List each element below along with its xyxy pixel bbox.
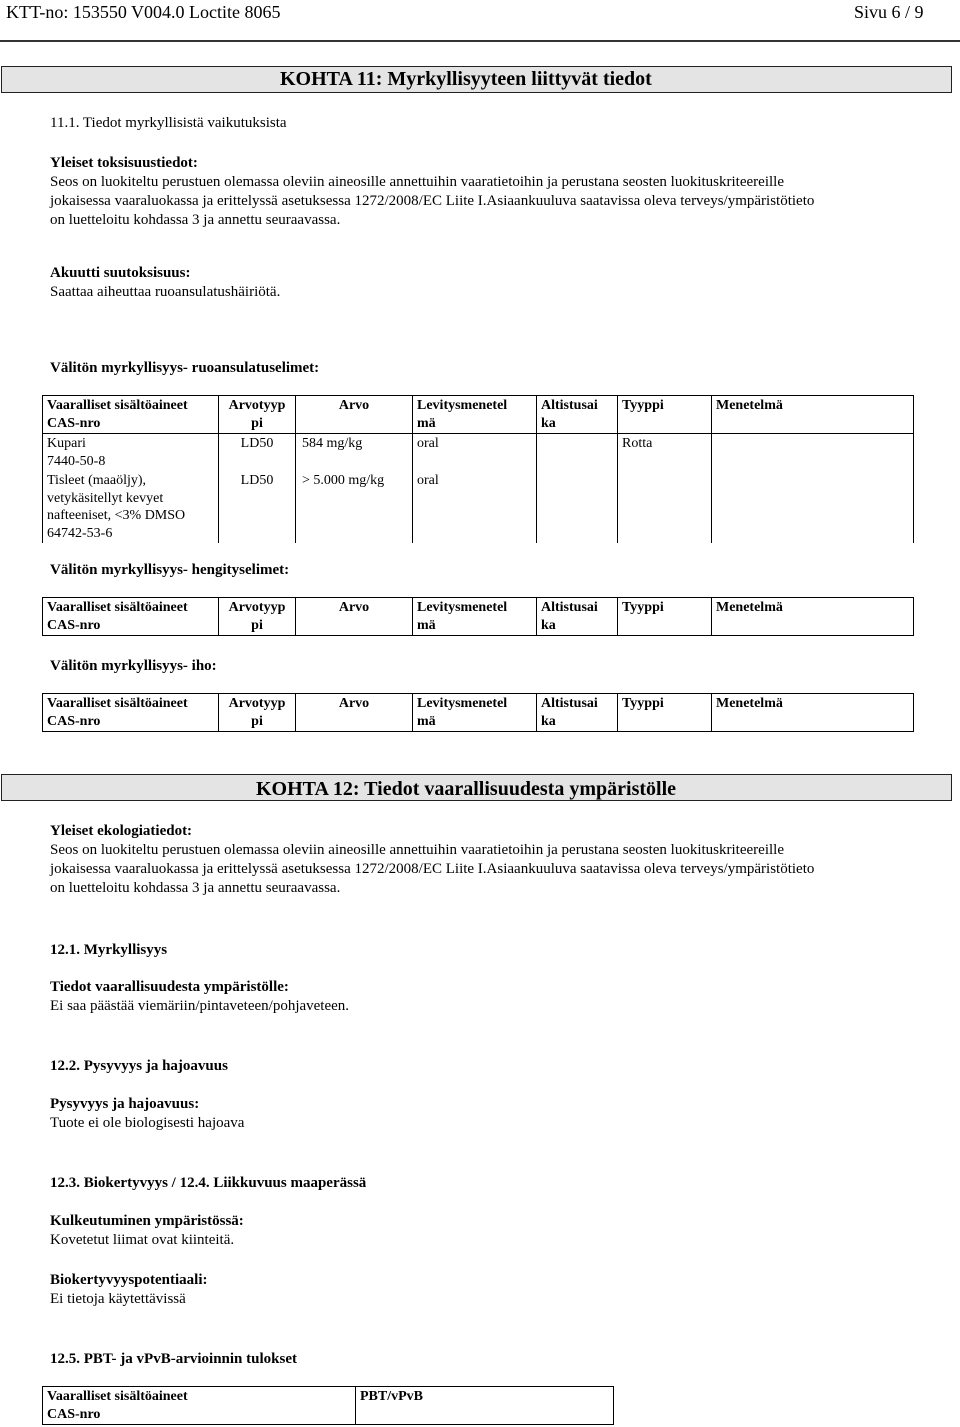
header-value-type-cont: pi — [251, 713, 263, 729]
general-ecology-heading: Yleiset ekologiatiedot: — [50, 823, 193, 839]
header-method: Menetelmä — [716, 600, 783, 615]
header-value-type: Arvotyyp — [228, 600, 286, 615]
cell-method — [712, 471, 914, 543]
environment-text: Ei saa päästää viemäriin/pintaveteen/pohjaveteen. — [50, 998, 350, 1014]
cell-value-type: LD50 — [219, 471, 296, 543]
header-route: Levitysmenetel — [417, 600, 508, 615]
table-row — [43, 434, 914, 472]
inhalation-toxicity-heading: Välitön myrkyllisyys- hengityselimet: — [50, 562, 290, 578]
pbt-table — [42, 1386, 614, 1425]
cell-value: > 5.000 mg/kg — [296, 471, 413, 543]
section-11-title: KOHTA 11: Myrkyllisyyteen liittyvät tiedot — [280, 68, 652, 90]
cell-substance-cont: nafteeniset, <3% DMSO — [47, 508, 186, 523]
subsection-12-1: 12.1. Myrkyllisyys — [50, 942, 168, 958]
header-value-type-cont: pi — [251, 617, 263, 633]
cell-value-type: LD50 — [219, 434, 296, 472]
header-substance: Vaaralliset sisältöaineet — [47, 696, 188, 711]
text-line: jokaisessa vaaraluokassa ja erittelyssä asetuksessa 1272/2008/EC Liite I.Asiaankuuluva saatavissa oleva terveys/ympäristötieto — [50, 193, 815, 209]
cell-method — [712, 434, 914, 472]
cell-substance: Kupari — [47, 436, 86, 451]
table-header-row — [43, 1387, 614, 1425]
header-route-cont: mä — [417, 617, 436, 633]
header-cas: CAS-nro — [47, 713, 101, 729]
section-12-title-bar — [1, 774, 952, 801]
bioaccumulation-heading: Biokertyvyyspotentiaali: — [50, 1272, 208, 1288]
cell-route: oral — [413, 471, 537, 543]
section-11-title-bar — [1, 66, 952, 93]
cell-exposure — [537, 434, 618, 472]
header-value: Arvo — [338, 398, 370, 413]
environment-heading: Tiedot vaarallisuudesta ympäristölle: — [50, 979, 289, 995]
header-cas: CAS-nro — [47, 1406, 101, 1422]
header-value: Arvo — [338, 696, 370, 711]
header-pbt: PBT/vPvB — [360, 1389, 424, 1404]
table-row — [43, 471, 914, 543]
header-route: Levitysmenetel — [417, 398, 508, 413]
header-exposure: Altistusai — [541, 398, 598, 413]
cell-species — [618, 471, 712, 543]
header-route-cont: mä — [417, 713, 436, 729]
acute-oral-text: Saattaa aiheuttaa ruoansulatushäiriötä. — [50, 284, 281, 300]
cell-value: 584 mg/kg — [296, 434, 413, 472]
header-method: Menetelmä — [716, 696, 783, 711]
header-cas: CAS-nro — [47, 415, 101, 431]
document-id: KTT-no: 153550 V004.0 Loctite 8065 — [6, 2, 281, 22]
cell-route: oral — [413, 434, 537, 472]
table-header-row — [43, 598, 914, 636]
header-rule — [0, 40, 960, 42]
subsection-12-3: 12.3. Biokertyvyys / 12.4. Liikkuvuus maaperässä — [50, 1175, 367, 1191]
text-line: on luetteloitu kohdassa 3 ja annettu seuraavassa. — [50, 212, 341, 228]
general-toxicity-heading: Yleiset toksisuustiedot: — [50, 155, 198, 171]
header-substance: Vaaralliset sisältöaineet — [47, 600, 188, 615]
page-number: Sivu 6 / 9 — [854, 2, 924, 22]
text-line: Seos on luokiteltu perustuen olemassa oleviin aineosille annettuihin vaaratietoihin ja perustana seosten luokituskriteereille — [50, 174, 784, 190]
table-header-row — [43, 396, 914, 434]
header-substance: Vaaralliset sisältöaineet — [47, 1389, 188, 1404]
header-method: Menetelmä — [716, 398, 783, 413]
header-substance: Vaaralliset sisältöaineet — [47, 398, 188, 413]
inhalation-toxicity-table — [42, 597, 914, 636]
header-route-cont: mä — [417, 415, 436, 431]
cell-substance-cont: vetykäsitellyt kevyet — [47, 490, 164, 506]
cell-species: Rotta — [618, 434, 712, 472]
acute-oral-heading: Akuutti suutoksisuus: — [50, 265, 191, 281]
header-route: Levitysmenetel — [417, 696, 508, 711]
header-value-type: Arvotyyp — [228, 696, 286, 711]
general-toxicity-text — [50, 173, 950, 230]
header-exposure: Altistusai — [541, 696, 598, 711]
cell-exposure — [537, 471, 618, 543]
header-cas: CAS-nro — [47, 617, 101, 633]
bioaccumulation-text: Ei tietoja käytettävissä — [50, 1291, 186, 1307]
text-line: jokaisessa vaaraluokassa ja erittelyssä asetuksessa 1272/2008/EC Liite I.Asiaankuuluva saatavissa oleva terveys/ympäristötieto — [50, 861, 815, 877]
mobility-heading: Kulkeutuminen ympäristössä: — [50, 1213, 244, 1229]
subsection-12-5: 12.5. PBT- ja vPvB-arvioinnin tulokset — [50, 1351, 297, 1367]
persistence-text: Tuote ei ole biologisesti hajoava — [50, 1115, 245, 1131]
header-value-type-cont: pi — [251, 415, 263, 431]
text-line: on luetteloitu kohdassa 3 ja annettu seuraavassa. — [50, 880, 341, 896]
header-exposure-cont: ka — [541, 713, 556, 729]
general-ecology-text — [50, 841, 950, 898]
header-value: Arvo — [338, 600, 370, 615]
header-species: Tyyppi — [622, 600, 664, 615]
oral-toxicity-heading: Välitön myrkyllisyys- ruoansulatuselimet: — [50, 360, 320, 376]
table-header-row — [43, 694, 914, 732]
header-exposure: Altistusai — [541, 600, 598, 615]
cell-substance: Tisleet (maaöljy), — [47, 473, 147, 488]
cell-cas: 7440-50-8 — [47, 453, 106, 469]
section-12-title: KOHTA 12: Tiedot vaarallisuudesta ympäristölle — [256, 778, 677, 800]
text-line: Seos on luokiteltu perustuen olemassa oleviin aineosille annettuihin vaaratietoihin ja perustana seosten luokituskriteereille — [50, 842, 784, 858]
header-value-type: Arvotyyp — [228, 398, 286, 413]
header-species: Tyyppi — [622, 696, 664, 711]
persistence-heading: Pysyvyys ja hajoavuus: — [50, 1096, 200, 1112]
subsection-11-1: 11.1. Tiedot myrkyllisistä vaikutuksista — [50, 115, 287, 131]
cell-cas: 64742-53-6 — [47, 525, 113, 541]
skin-toxicity-table — [42, 693, 914, 732]
header-exposure-cont: ka — [541, 415, 556, 431]
mobility-text: Kovetetut liimat ovat kiinteitä. — [50, 1232, 235, 1248]
header-species: Tyyppi — [622, 398, 664, 413]
oral-toxicity-table — [42, 395, 914, 543]
subsection-12-2: 12.2. Pysyvyys ja hajoavuus — [50, 1058, 228, 1074]
header-exposure-cont: ka — [541, 617, 556, 633]
skin-toxicity-heading: Välitön myrkyllisyys- iho: — [50, 658, 217, 674]
